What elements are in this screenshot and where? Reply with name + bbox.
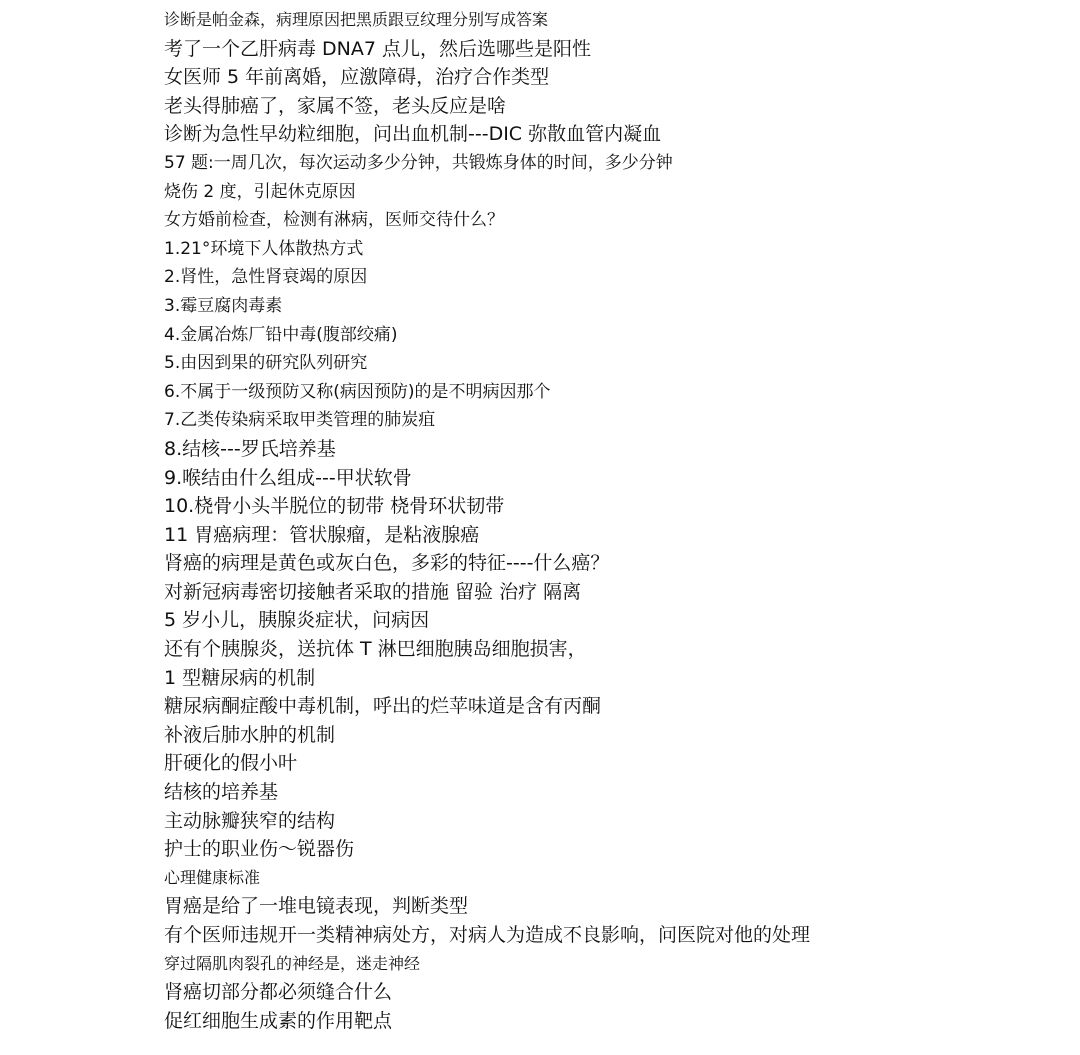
text-line: 10.桡骨小头半脱位的韧带 桡骨环状韧带	[164, 495, 505, 518]
text-line: 护士的职业伤～锐器伤	[164, 838, 355, 861]
text-line: 有个医师违规开一类精神病处方，对病人为造成不良影响，问医院对他的处理	[164, 924, 811, 946]
text-line: 促红细胞生成素的作用靶点	[164, 1009, 393, 1032]
text-line: 对新冠病毒密切接触者采取的措施 留验 治疗 隔离	[164, 580, 582, 603]
text-line: 考了一个乙肝病毒 DNA7 点儿，然后选哪些是阳性	[164, 37, 592, 60]
text-line: 老头得肺癌了，家属不签，老头反应是啥	[164, 94, 507, 117]
text-line: 烧伤 2 度，引起休克原因	[164, 181, 356, 202]
text-line: 补液后肺水肿的机制	[164, 723, 336, 746]
text-line: 结核的培养基	[164, 781, 279, 804]
text-line: 5 岁小儿，胰腺炎症状，问病因	[164, 609, 430, 632]
document-body	[164, 6, 1064, 1035]
text-line: 诊断为急性早幼粒细胞，问出血机制---DIC 弥散血管内凝血	[164, 123, 662, 146]
text-line: 肾癌切部分都必须缝合什么	[164, 981, 393, 1004]
text-line: 2.肾性，急性肾衰竭的原因	[164, 267, 368, 288]
text-line: 3.霉豆腐肉毒素	[164, 295, 283, 316]
text-line: 8.结核---罗氏培养基	[164, 437, 336, 460]
text-line: 诊断是帕金森，病理原因把黑质跟豆纹理分别写成答案	[164, 10, 549, 29]
text-line: 肾癌的病理是黄色或灰白色，多彩的特征----什么癌？	[164, 552, 610, 575]
text-line: 1 型糖尿病的机制	[164, 666, 316, 689]
text-line: 6.不属于一级预防又称(病因预防)的是不明病因那个	[164, 381, 551, 402]
text-line: 9.喉结由什么组成---甲状软骨	[164, 466, 412, 489]
text-line: 5.由因到果的研究队列研究	[164, 353, 368, 374]
text-line: 1.21°环境下人体散热方式	[164, 238, 364, 259]
text-line: 穿过隔肌肉裂孔的神经是，迷走神经	[164, 953, 421, 973]
text-line: 还有个胰腺炎，送抗体 T 淋巴细胞胰岛细胞损害，	[164, 638, 587, 661]
text-line: 主动脉瓣狭窄的结构	[164, 809, 336, 832]
text-line: 肝硬化的假小叶	[164, 752, 298, 775]
text-line: 4.金属冶炼厂铅中毒(腹部绞痛)	[164, 324, 398, 345]
text-line: 57 题:一周几次，每次运动多少分钟，共锻炼身体的时间，多少分钟	[164, 152, 673, 173]
text-line: 女医师 5 年前离婚，应激障碍，治疗合作类型	[164, 66, 550, 89]
text-line: 7.乙类传染病采取甲类管理的肺炭疽	[164, 410, 436, 431]
text-line: 11 胃癌病理：管状腺瘤，是粘液腺癌	[164, 523, 480, 546]
text-line: 女方婚前检查，检测有淋病，医师交待什么？	[164, 210, 504, 231]
text-line: 糖尿病酮症酸中毒机制，呼出的烂苹味道是含有丙酮	[164, 695, 602, 718]
text-line: 心理健康标准	[164, 867, 261, 887]
text-line: 胃癌是给了一堆电镜表现，判断类型	[164, 895, 469, 918]
